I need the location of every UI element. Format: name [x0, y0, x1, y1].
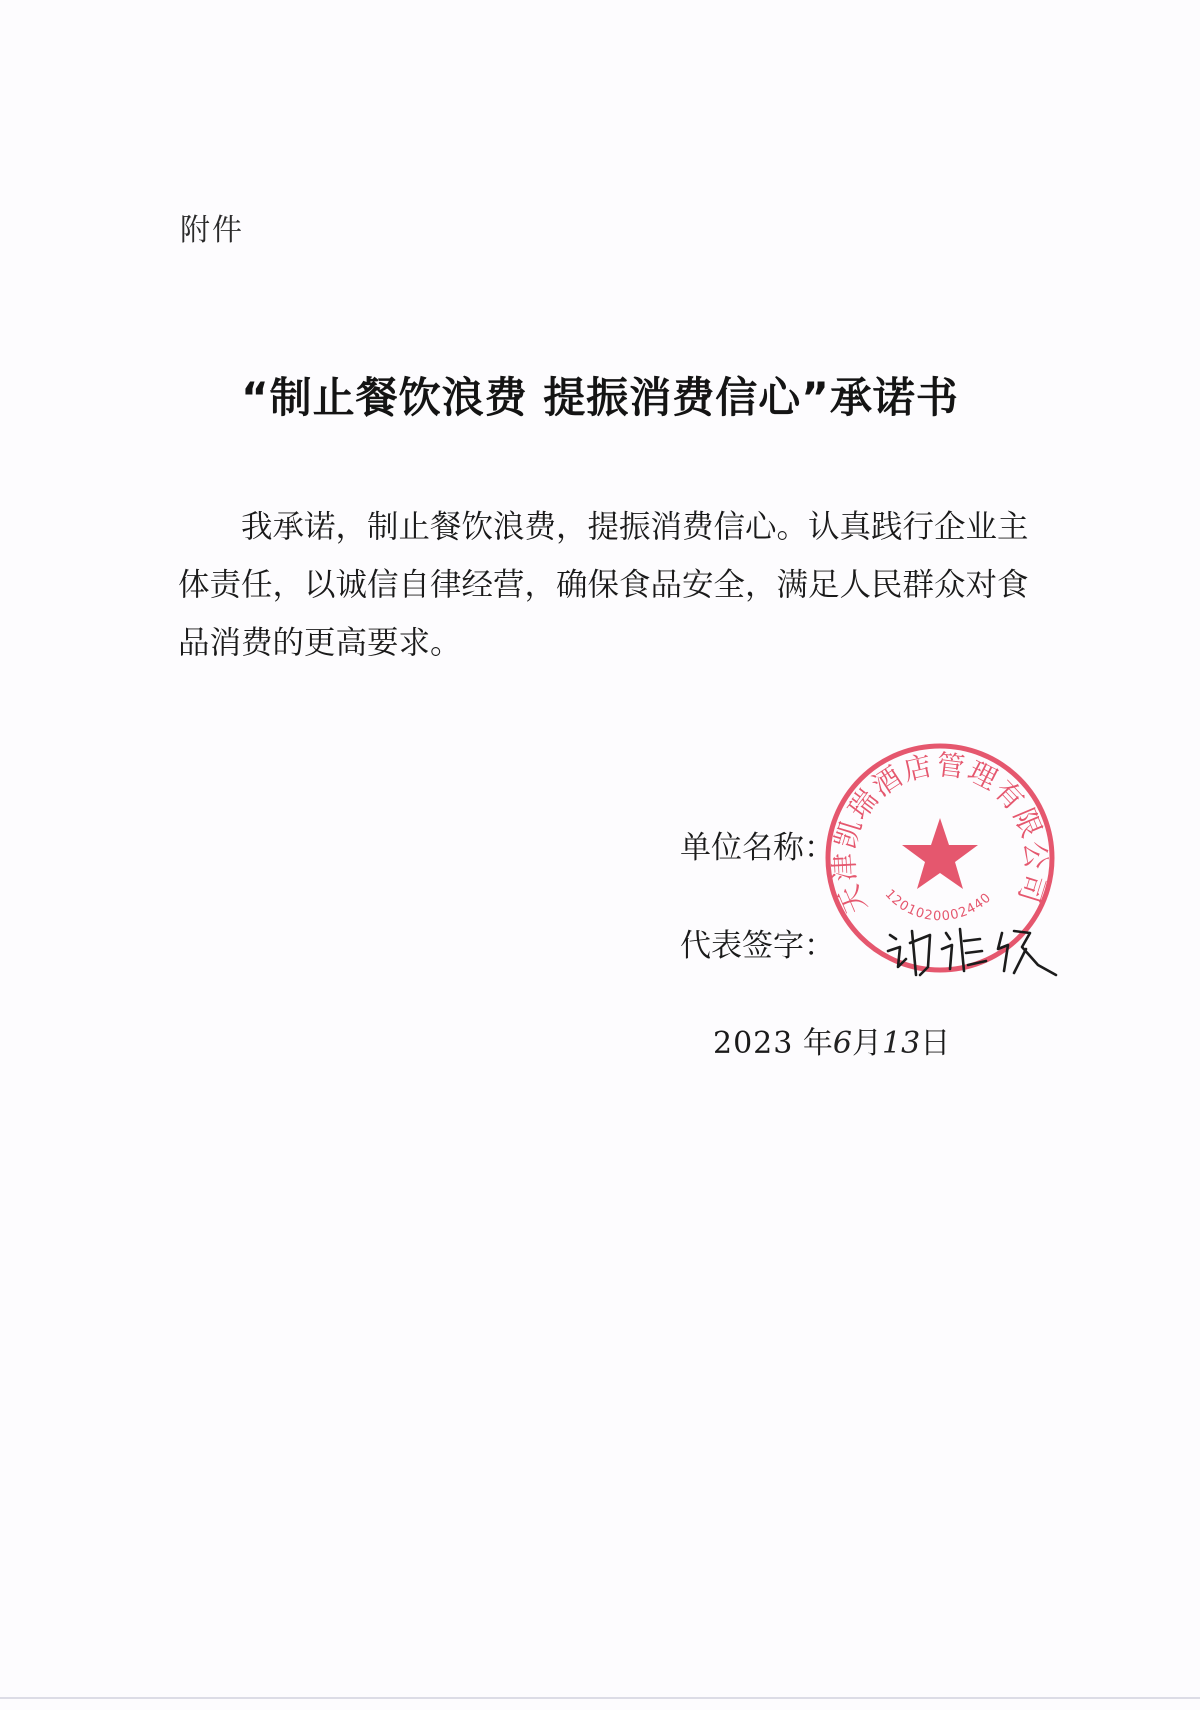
seal-text: 天津凯瑞酒店管理有限公司 [827, 747, 1053, 919]
date-day-char: 日 [920, 1026, 951, 1061]
document-title: “制止餐饮浪费 提振消费信心”承诺书 [241, 373, 959, 422]
date-month: 6 [832, 1026, 852, 1061]
unit-name-label: 单位名称： [680, 830, 835, 866]
date-day: 13 [882, 1026, 921, 1061]
date-month-char: 月 [852, 1026, 882, 1061]
date-year-char: 年 [802, 1026, 833, 1061]
annex-label: 附件 [180, 213, 244, 248]
pledge-body: 我承诺，制止餐饮浪费，提振消费信心。认真践行企业主体责任，以诚信自律经营，确保食品安全，满足人民群众对食品消费的更高要求。 [178, 509, 1029, 661]
scan-edge-line [0, 1697, 1200, 1699]
representative-signature-label: 代表签字： [680, 928, 835, 964]
seal-code: 1201020002440 [881, 886, 995, 925]
date-year: 2023 [713, 1026, 794, 1061]
pledge-date [713, 1018, 950, 1062]
handwritten-signature [880, 905, 1080, 985]
seal-star-icon [902, 818, 978, 889]
